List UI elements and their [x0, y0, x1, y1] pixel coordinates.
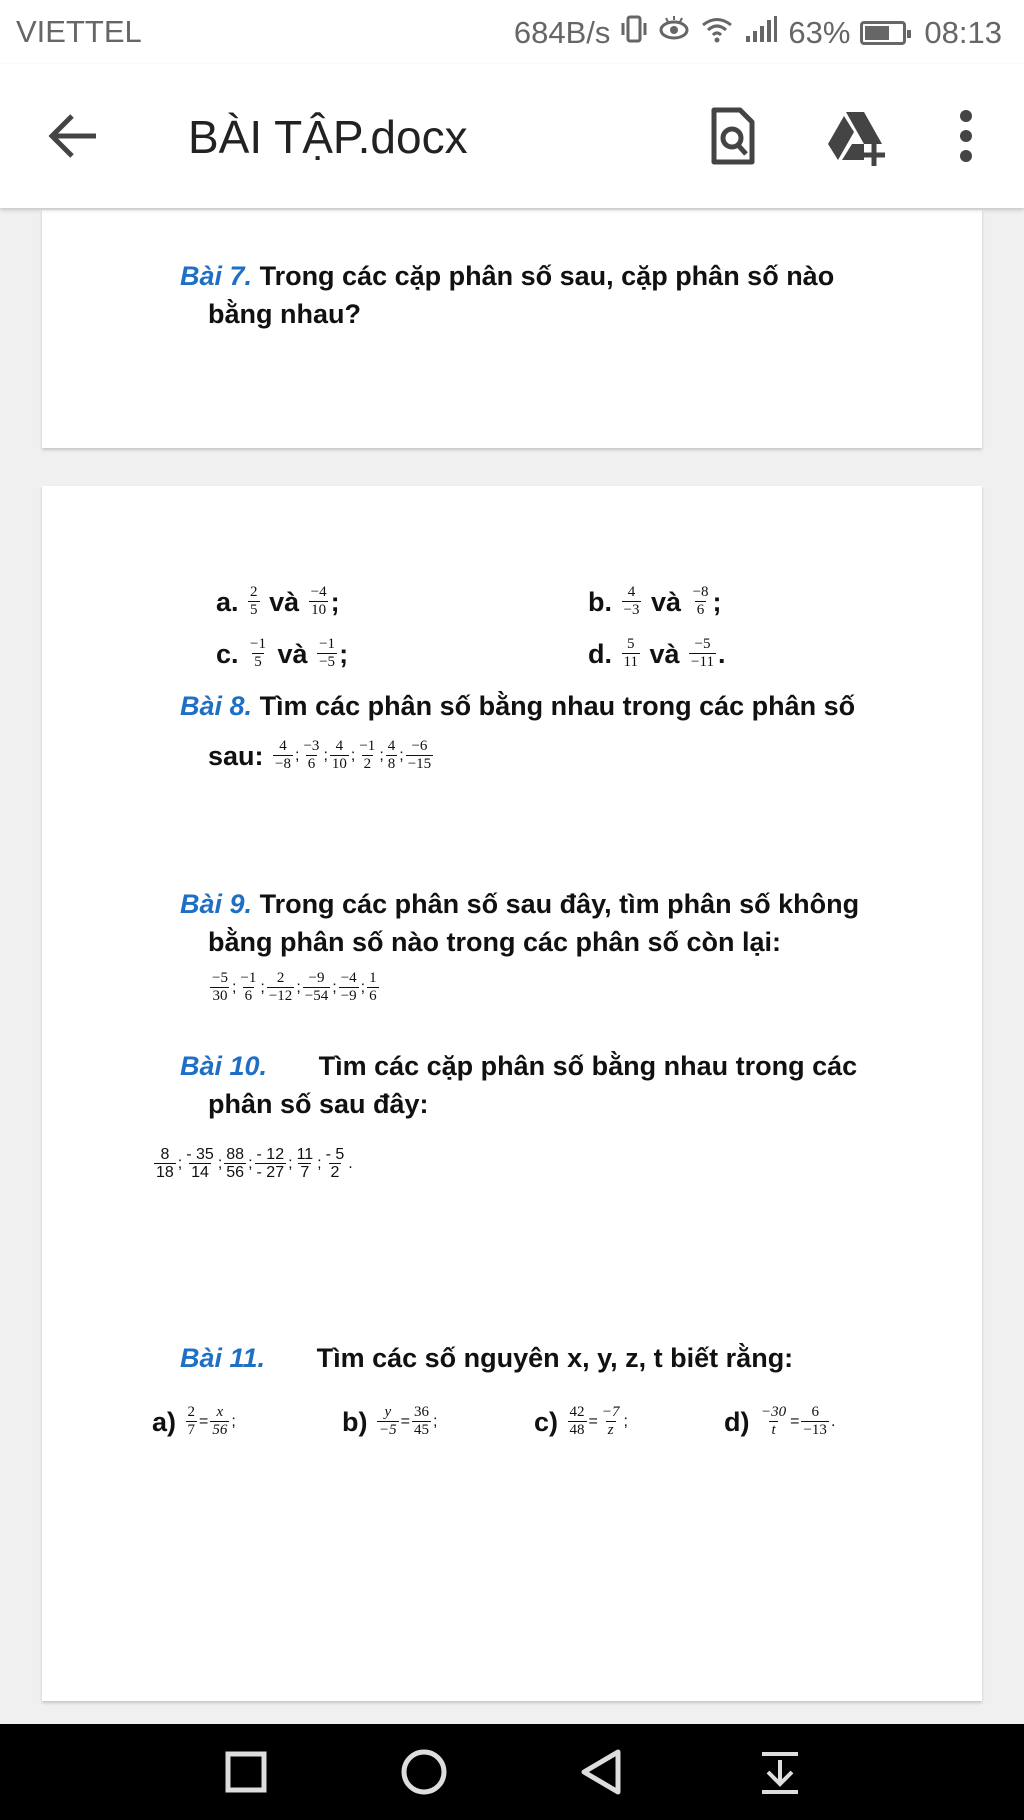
back-arrow-icon[interactable]: [44, 108, 104, 164]
clock: 08:13: [924, 14, 1002, 50]
fraction: $\frac{4}{10}$: [331, 738, 347, 773]
fraction: $\frac{-8}{6}$: [692, 584, 709, 619]
bai7-line1: [180, 258, 834, 294]
fraction: $\frac{-6}{-15}$: [407, 738, 432, 773]
fraction: $\frac{6}{-13}$: [803, 1404, 827, 1439]
bai10-text2: phân số sau đây:: [208, 1089, 429, 1119]
bai11-text: Tìm các số nguyên x, y, z, t biết rằng:: [316, 1343, 794, 1373]
bai9-label: Bài 9.: [180, 889, 253, 919]
fraction: $\frac{-1}{2}$: [359, 738, 376, 773]
fraction: $\frac{5}{11}$: [623, 636, 638, 671]
bai8-line1: [180, 688, 855, 724]
fraction: $\frac{-3}{6}$: [303, 738, 320, 773]
fraction: $\frac{- 12}{- 27}$: [256, 1146, 285, 1182]
fraction: $\frac{8}{18}$: [156, 1146, 174, 1182]
fraction: $\frac{88}{56}$: [226, 1146, 245, 1182]
fraction: $\frac{4}{-8}$: [275, 738, 292, 773]
fraction: $\frac{2}{5}$: [250, 584, 258, 619]
app-bar: [0, 64, 1024, 208]
bai9-fractions: $\frac{-5}{30}$ ; $\frac{-1}{6}$ ; $\frac{2}{-12}$ ; $\frac{-9}{-54}$ ; $\frac{-4}{-9}$ ; $\frac{1}{6}$: [212, 970, 377, 1005]
fraction: $\frac{4}{8}$: [387, 738, 396, 773]
bai9-text2: bằng phân số nào trong các phân số còn lại:: [208, 927, 782, 957]
fraction: $\frac{-1}{-5}$: [319, 636, 336, 671]
document-title: BÀI TẬP.docx: [188, 111, 468, 163]
fraction: $\frac{y}{-5}$: [379, 1404, 397, 1439]
find-in-page-icon[interactable]: [700, 104, 764, 168]
bai7-item-b: b. $\frac{4}{-3}$ và $\frac{-8}{6}$ ;: [588, 584, 722, 619]
more-vertical-icon[interactable]: [936, 104, 996, 168]
bai11-label: Bài 11.: [180, 1343, 266, 1373]
fraction: $\frac{36}{45}$: [413, 1404, 429, 1439]
fraction: $\frac{2}{-12}$: [268, 970, 293, 1005]
bai8-line2: sau: $\frac{4}{-8}$ ; $\frac{-3}{6}$ ; $\frac{4}{10}$ ; $\frac{-1}{2}$ ; $\frac{4}{8}$ ; $\frac{-6}{-15}$: [208, 738, 432, 773]
bai10-fractions: $\frac{8}{18}$ ; $\frac{- 35}{14}$ ; $\frac{88}{56}$ ; $\frac{- 12}{- 27}$ ; $\frac{11}{7}$ ; $\frac{- 5}{2}$ .: [156, 1146, 353, 1182]
carrier-name: VIETTEL: [16, 14, 142, 49]
fraction: $\frac{- 35}{14}$: [186, 1146, 214, 1182]
fraction: $\frac{-5}{-11}$: [691, 636, 714, 671]
fraction: $\frac{4}{-3}$: [623, 584, 640, 619]
bai7-label: Bài 7.: [180, 261, 253, 291]
fraction: $\frac{1}{6}$: [369, 970, 377, 1005]
bai11-line1: [180, 1340, 793, 1376]
bai8-text1: Tìm các phân số bằng nhau trong các phân số: [259, 691, 856, 721]
fraction: $\frac{-7}{z}$: [601, 1404, 620, 1439]
bai7-text2: bằng nhau?: [208, 299, 361, 329]
fraction: $\frac{-4}{10}$: [310, 584, 327, 619]
bai7-item-d: d. $\frac{5}{11}$ và $\frac{-5}{-11}$ .: [588, 636, 726, 671]
bai9-line1: [180, 886, 859, 922]
bai8-label: Bài 8.: [180, 691, 253, 721]
bai10-text1: Tìm các cặp phân số bằng nhau trong các: [318, 1051, 858, 1081]
fraction: $\frac{- 5}{2}$: [325, 1146, 345, 1182]
fraction: $\frac{-1}{6}$: [240, 970, 257, 1005]
battery-percent: 63%: [788, 14, 851, 50]
bai7-item-a: a. $\frac{2}{5}$ và $\frac{-4}{10}$ ;: [216, 584, 340, 619]
network-speed: 684B/s: [513, 14, 611, 50]
bai7-text1: Trong các cặp phân số sau, cặp phân số nào: [259, 261, 835, 291]
fraction: $\frac{-4}{-9}$: [340, 970, 357, 1005]
bai11-item-b: b) $\frac{y}{-5}$ = $\frac{36}{45}$ ;: [342, 1404, 438, 1439]
fraction: $\frac{-9}{-54}$: [304, 970, 329, 1005]
drive-add-icon[interactable]: [824, 104, 888, 168]
bai11-item-d: d) $\frac{-30}{t}$ = $\frac{6}{-13}$ .: [724, 1404, 836, 1439]
bai10-line1: [180, 1048, 857, 1084]
fraction: $\frac{42}{48}$: [569, 1404, 585, 1439]
fraction: $\frac{2}{7}$: [187, 1404, 196, 1439]
bai7-item-c: c. $\frac{-1}{5}$ và $\frac{-1}{-5}$ ;: [216, 636, 349, 671]
fraction: $\frac{-1}{5}$: [250, 636, 267, 671]
fraction: $\frac{-5}{30}$: [212, 970, 228, 1005]
fraction: $\frac{-30}{t}$: [761, 1404, 787, 1439]
bai11-item-a: a) $\frac{2}{7}$ = $\frac{x}{56}$ ;: [152, 1404, 236, 1439]
bai9-text1: Trong các phân số sau đây, tìm phân số không: [259, 889, 860, 919]
bai10-label: Bài 10.: [180, 1051, 268, 1081]
fraction: $\frac{x}{56}$: [212, 1404, 228, 1439]
bai11-item-c: c) $\frac{42}{48}$ = $\frac{-7}{z}$ ;: [534, 1404, 628, 1439]
fraction: $\frac{11}{7}$: [296, 1146, 314, 1182]
